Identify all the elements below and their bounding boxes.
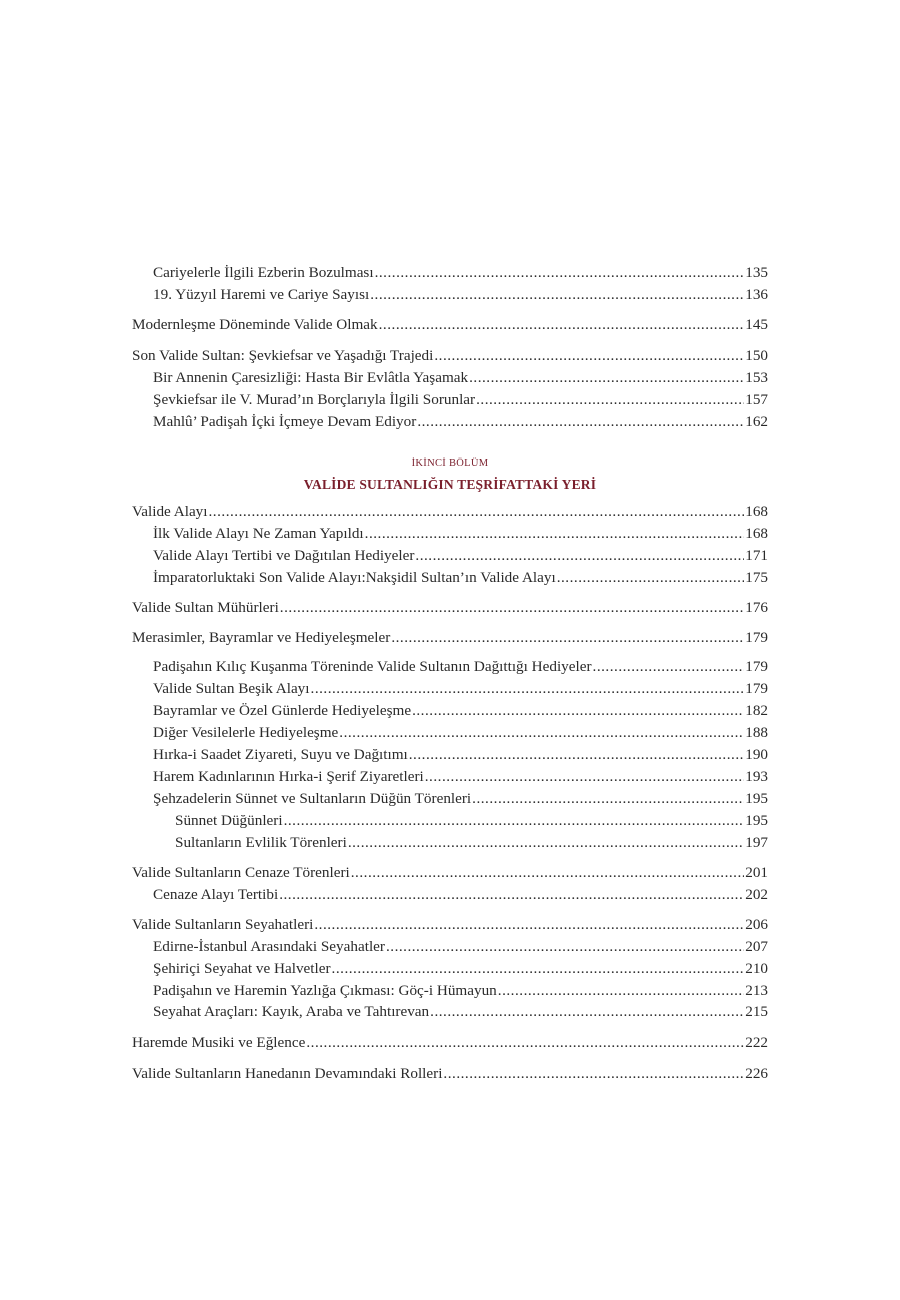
toc-entry-title: Bayramlar ve Özel Günlerde Hediyeleşme [153,702,412,719]
toc-entry [132,315,768,335]
dot-leader [306,1033,744,1053]
dot-leader [430,1002,744,1022]
toc-entry-title: Merasimler, Bayramlar ve Hediyeleşmeler [132,629,391,646]
toc-entry [153,789,768,809]
toc-entry-title: Valide Alayı [132,503,208,520]
toc-entry-title: Edirne-İstanbul Arasındaki Seyahatler [153,938,385,955]
toc-entry-page: 188 [745,724,768,741]
toc-entry-page: 168 [745,503,768,520]
dot-leader [434,346,744,366]
toc-entry [153,546,768,566]
dot-leader [311,679,745,699]
toc-entry-page: 210 [745,960,768,977]
toc-entry [132,915,768,935]
dot-leader [593,657,745,677]
toc-entry-title: Şehzadelerin Sünnet ve Sultanların Düğün Törenleri [153,790,472,807]
toc-entry [153,657,768,677]
toc-entry-page: 190 [745,746,768,763]
toc-entry-page: 145 [745,316,768,333]
part-title: VALİDE SULTANLIĞIN TEŞRİFATTAKİ YERİ [303,477,597,492]
toc-entry-title: Valide Sultan Mühürleri [132,599,279,616]
dot-leader [557,568,745,588]
toc-entry [153,568,768,588]
dot-leader [498,981,744,1001]
toc-entry-title: Valide Sultanların Seyahatleri [132,916,314,933]
dot-leader [351,863,744,883]
toc-entry-title: Valide Alayı Tertibi ve Dağıtılan Hediyeler [153,547,415,564]
toc-entry [132,598,768,618]
toc-entry-title: Son Valide Sultan: Şevkiefsar ve Yaşadığı Trajedi [132,347,434,364]
dot-leader [379,315,745,335]
dot-leader [469,368,744,388]
toc-entry [153,390,768,410]
toc-entry [153,745,768,765]
toc-entry-page: 201 [745,864,768,881]
toc-entry-title: Valide Sultanların Hanedanın Devamındaki Rolleri [132,1065,443,1082]
toc-entry-page: 182 [745,702,768,719]
toc-entry-page: 195 [745,790,768,807]
toc-entry-title: Harem Kadınlarının Hırka-i Şerif Ziyaretleri [153,768,424,785]
toc-entry-page: 179 [745,658,768,675]
toc-entry-title: Padişahın Kılıç Kuşanma Töreninde Valide Sultanın Dağıttığı Hediyeler [153,658,592,675]
toc-entry-page: 157 [745,391,768,408]
toc-entry-title: Modernleşme Döneminde Valide Olmak [132,316,378,333]
toc-entry-title: Seyahat Araçları: Kayık, Araba ve Tahtırevan [153,1003,430,1020]
dot-leader [209,502,745,522]
toc-entry-page: 136 [745,286,768,303]
dot-leader [391,628,744,648]
toc-entry-title: 19. Yüzyıl Haremi ve Cariye Sayısı [153,286,370,303]
toc-entry-title: Sultanların Evlilik Törenleri [175,834,347,851]
toc-entry [153,981,768,1001]
dot-leader [417,412,744,432]
toc-entry-title: Hırka-i Saadet Ziyareti, Suyu ve Dağıtımı [153,746,408,763]
toc-entry [153,368,768,388]
toc-entry-page: 202 [745,886,768,903]
toc-entry-title: Şevkiefsar ile V. Murad’ın Borçlarıyla İlgili Sorunlar [153,391,476,408]
toc-entry-page: 171 [745,547,768,564]
toc-entry [132,1064,768,1084]
toc-entry-title: İmparatorluktaki Son Valide Alayı:Nakşidil Sultan’ın Valide Alayı [153,569,556,586]
dot-leader [348,833,744,853]
toc-entry [153,524,768,544]
toc-entry [153,723,768,743]
toc-entry [153,885,768,905]
toc-entry-title: Valide Sultanların Cenaze Törenleri [132,864,350,881]
dot-leader [415,546,744,566]
toc-entry [153,412,768,432]
toc-entry [153,959,768,979]
toc-entry-title: Cariyelerle İlgili Ezberin Bozulması [153,264,374,281]
toc-entry-page: 179 [745,680,768,697]
toc-entry-title: Şehiriçi Seyahat ve Halvetler [153,960,331,977]
toc-entry-title: Valide Sultan Beşik Alayı [153,680,310,697]
toc-entry [153,701,768,721]
toc-entry [153,937,768,957]
toc-entry [153,679,768,699]
toc-entry [175,833,768,853]
toc-entry-title: Mahlû’ Padişah İçki İçmeye Devam Ediyor [153,413,417,430]
dot-leader [314,915,744,935]
toc-entry [153,285,768,305]
toc-entry-page: 213 [745,982,768,999]
toc-entry [132,863,768,883]
dot-leader [339,723,744,743]
dot-leader [425,767,744,787]
toc-entry-title: Padişahın ve Haremin Yazlığa Çıkması: Göç-i Hümayun [153,982,497,999]
toc-entry-page: 162 [745,413,768,430]
toc-entry [132,502,768,522]
toc-entry-page: 176 [745,599,768,616]
toc-entry-page: 179 [745,629,768,646]
dot-leader [365,524,745,544]
toc-entry-page: 175 [745,569,768,586]
toc-entry-title: İlk Valide Alayı Ne Zaman Yapıldı [153,525,364,542]
toc-entry-page: 153 [745,369,768,386]
toc-entry-page: 206 [745,916,768,933]
dot-leader [375,263,745,283]
toc-entry-page: 226 [745,1065,768,1082]
dot-leader [332,959,745,979]
dot-leader [412,701,744,721]
dot-leader [279,885,744,905]
dot-leader [472,789,744,809]
dot-leader [386,937,744,957]
dot-leader [284,811,745,831]
dot-leader [443,1064,744,1084]
toc-entry [132,346,768,366]
toc-entry-title: Haremde Musiki ve Eğlence [132,1034,306,1051]
toc-entry-page: 197 [745,834,768,851]
part-label: İKİNCİ BÖLÜM [411,458,489,469]
toc-entry [153,263,768,283]
toc-entry [153,1002,768,1022]
dot-leader [409,745,744,765]
dot-leader [280,598,744,618]
toc-entry-title: Cenaze Alayı Tertibi [153,886,279,903]
toc-entry [132,628,768,648]
toc-entry-page: 168 [745,525,768,542]
toc-entry-page: 135 [745,264,768,281]
toc-entry-page: 207 [745,938,768,955]
toc-entry-page: 193 [745,768,768,785]
toc-entry-title: Sünnet Düğünleri [175,812,283,829]
toc-entry-page: 195 [745,812,768,829]
toc-entry-title: Diğer Vesilelerle Hediyeleşme [153,724,339,741]
toc-entry-page: 215 [745,1003,768,1020]
toc-entry-page: 150 [745,347,768,364]
toc-entry [132,1033,768,1053]
toc-entry [175,811,768,831]
dot-leader [476,390,744,410]
toc-entry [153,767,768,787]
toc-entry-title: Bir Annenin Çaresizliği: Hasta Bir Evlâtla Yaşamak [153,369,469,386]
toc-entry-page: 222 [745,1034,768,1051]
dot-leader [370,285,744,305]
